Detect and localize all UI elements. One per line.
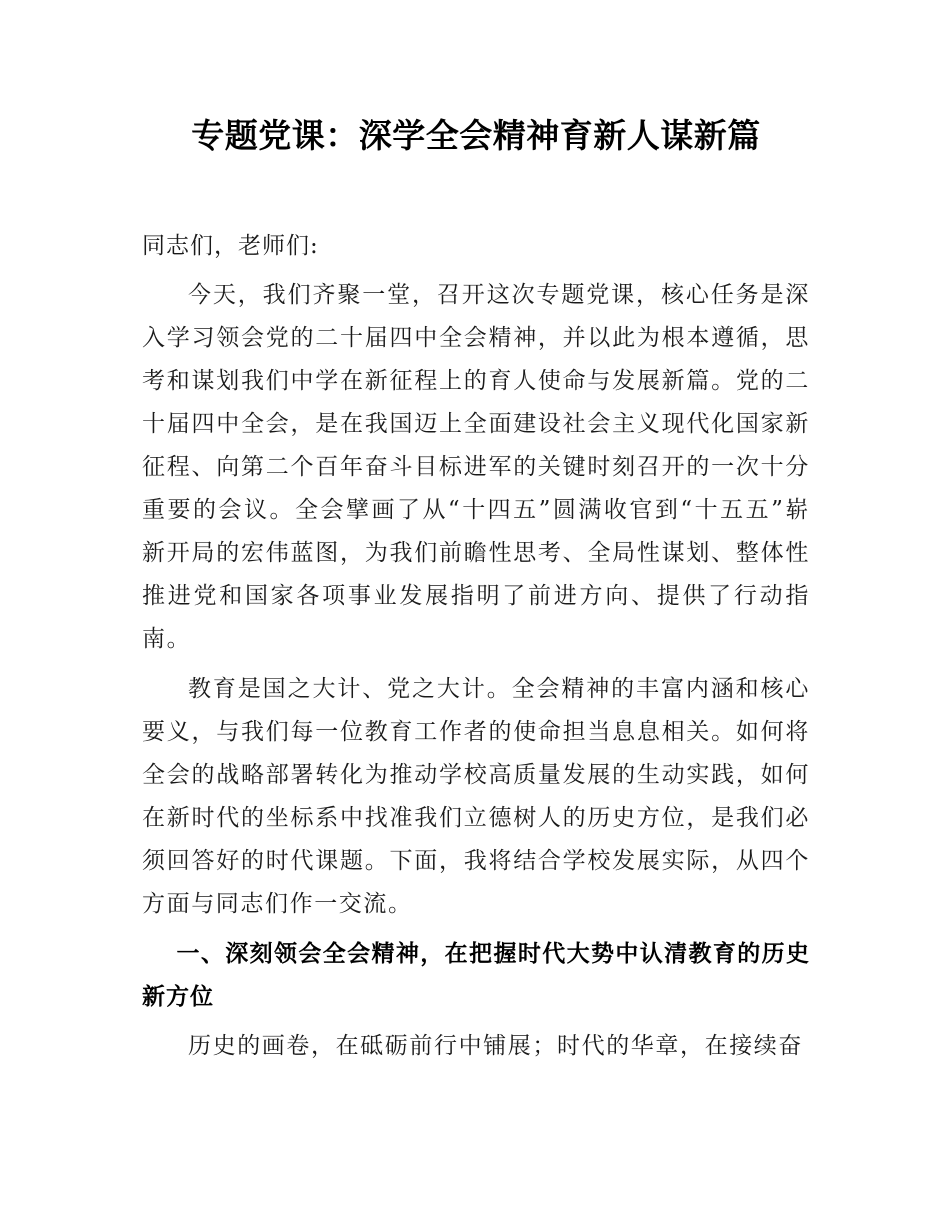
paragraph-opening: 今天，我们齐聚一堂，召开这次专题党课，核心任务是深入学习领会党的二十届四中全会精神，并以此为根本遵循，思考和谋划我们中学在新征程上的育人使命与发展新篇。党的二十届四中全会，是在我国迈上全面建设社会主义现代化国家新征程、向第二个百年奋斗目标进军的关键时刻召开的一次十分重要的会议。全会擘画了从“十四五”圆满收官到“十五五”崭新开局的宏伟蓝图，为我们前瞻性思考、全局性谋划、整体性推进党和国家各项事业发展指明了前进方向、提供了行动指南。	[142, 282, 810, 652]
salutation: 同志们，老师们:	[142, 233, 319, 259]
document-title: 专题党课：深学全会精神育新人谋新篇	[191, 116, 761, 155]
paragraph-education: 教育是国之大计、党之大计。全会精神的丰富内涵和核心要义，与我们每一位教育工作者的使命担当息息相关。如何将全会的战略部署转化为推动学校高质量发展的生动实践，如何在新时代的坐标系中找准我们立德树人的历史方位，是我们必须回答好的时代课题。下面，我将结合学校发展实际，从四个方面与同志们作一交流。	[142, 676, 810, 917]
paragraph-history: 历史的画卷，在砥砺前行中铺展；时代的华章，在接续奋	[188, 1033, 803, 1059]
section-heading-one: 一、深刻领会全会精神，在把握时代大势中认清教育的历史新方位	[142, 941, 810, 1010]
document-page	[142, 110, 810, 1075]
